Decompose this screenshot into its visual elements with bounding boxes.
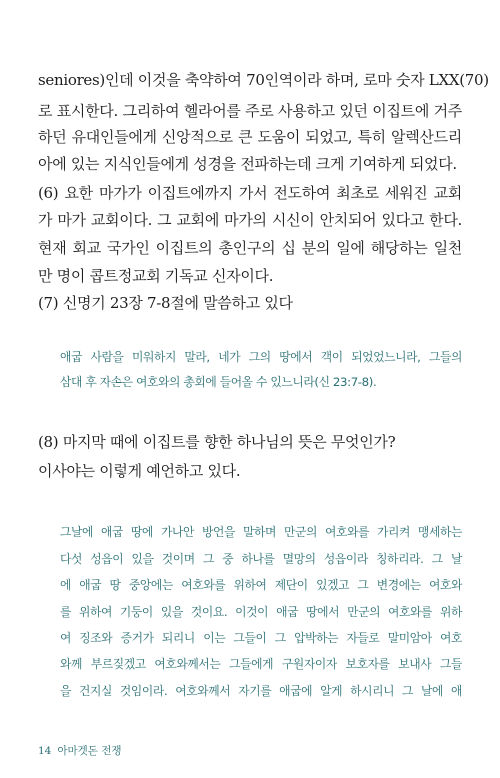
scripture-quote-line: 다섯 성읍이 있을 것이며 그 중 하나를 멸망의 성읍이라 칭하리라. 그 날 — [60, 552, 462, 566]
scripture-quote-line: 와께 부르짖겠고 여호와께서는 그들에게 구원자이자 보호자를 보내사 그들 — [60, 657, 462, 671]
running-title: 아마겟돈 전쟁 — [57, 745, 122, 757]
body-line: 하던 유대인들에게 신앙적으로 큰 도움이 되었고, 특히 알렉산드리 — [38, 128, 462, 146]
scripture-quote-line: 에 애굽 땅 중앙에는 여호와를 위하여 제단이 있겠고 그 변경에는 여호와 — [60, 578, 462, 592]
body-line: 만 명이 콥트정교회 기독교 신자이다. — [38, 267, 274, 285]
scripture-quote-line: 을 건지실 것임이라. 여호와께서 자기를 애굽에 알게 하시리니 그 날에 애 — [60, 684, 462, 698]
page-footer — [38, 743, 128, 758]
body-line: 가 마가 교회이다. 그 교회에 마가의 시신이 안치되어 있다고 한다. — [38, 211, 462, 229]
body-line: 로 표시한다. 그리하여 헬라어를 주로 사용하고 있던 이집트에 거주 — [38, 102, 462, 120]
body-line: 아에 있는 지식인들에게 성경을 전파하는데 크게 기여하게 되었다. — [38, 155, 457, 173]
scripture-quote-line: 그날에 애굽 땅에 가나안 방언을 말하며 만군의 여호와를 가리켜 맹세하는 — [60, 525, 462, 539]
scripture-quote-line: 여 징조와 증거가 되리니 이는 그들이 그 압박하는 자들로 말미암아 여호 — [60, 631, 462, 645]
scripture-quote-line: 애굽 사람을 미워하지 말라, 네가 그의 땅에서 객이 되었었느니라, 그들의 — [60, 350, 462, 364]
body-line: seniores)인데 이것을 축약하여 70인역이라 하며, 로마 숫자 LXX(70) — [38, 71, 489, 89]
body-line: 이사야는 이렇게 예언하고 있다. — [38, 462, 241, 480]
scripture-quote-line: 를 위하여 기둥이 있을 것이요. 이것이 애굽 땅에서 만군의 여호와를 위하 — [60, 605, 462, 619]
body-line: (8) 마지막 때에 이집트를 향한 하나님의 뜻은 무엇인가? — [38, 433, 396, 451]
scripture-quote-line: 삼대 후 자손은 여호와의 총회에 들어올 수 있느니라(신 23:7-8). — [60, 375, 377, 389]
body-line: (6) 요한 마가가 이집트에까지 가서 전도하여 최초로 세워진 교회 — [38, 184, 462, 202]
body-line: (7) 신명기 23장 7-8절에 말씀하고 있다 — [38, 294, 293, 312]
body-line: 현재 회교 국가인 이집트의 총인구의 십 분의 일에 해당하는 일천 — [38, 239, 462, 257]
page-number: 14 — [38, 745, 52, 757]
